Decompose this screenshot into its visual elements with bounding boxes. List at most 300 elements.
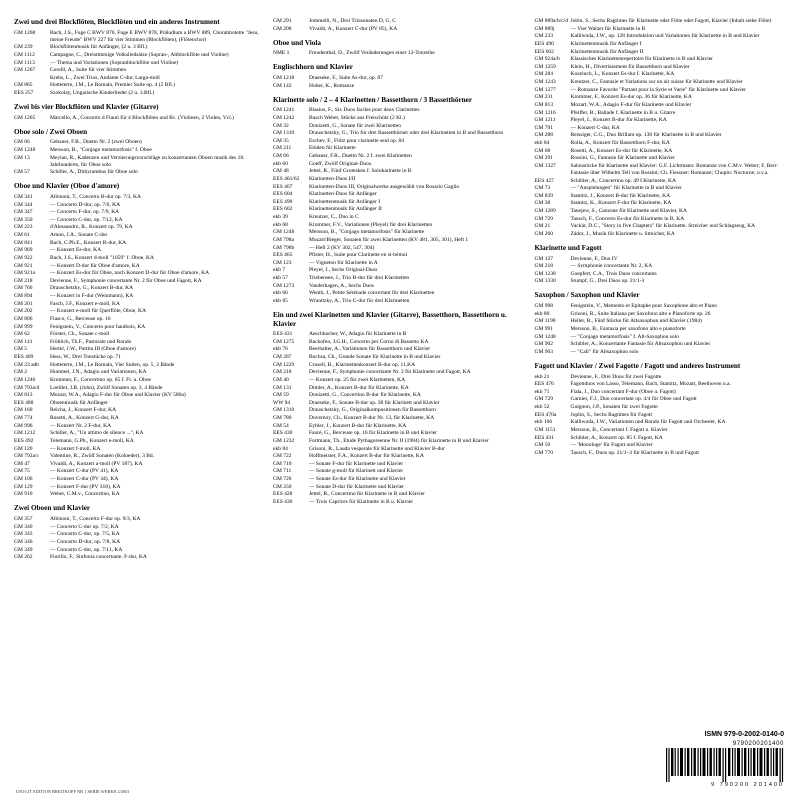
entry-text: — Sonate F-dur für Klarinette und Klavier xyxy=(309,460,404,467)
catalog-entry xyxy=(273,191,525,198)
entry-code: GM 1248 xyxy=(273,229,295,236)
catalog-entry xyxy=(14,468,263,475)
catalog-entry xyxy=(273,229,525,236)
catalog-entry xyxy=(273,499,525,506)
catalog-entry xyxy=(535,132,787,139)
entry-code: GM 1275 xyxy=(273,338,295,345)
catalog-entry xyxy=(535,33,787,40)
section-heading: Oboe und Viola xyxy=(273,38,321,47)
entry-text: — "Anspielungen" für Klarinette in B und Klavier xyxy=(570,185,682,192)
catalog-entry xyxy=(273,453,525,460)
entry-code: GM 239 xyxy=(14,44,33,51)
catalog-entry xyxy=(14,90,263,97)
entry-text: Fauré, G., Berceuse op. 16 für Klarinette in B und Klavier xyxy=(309,430,437,437)
ismn-number: ISMN 979-0-2002-0140-0 xyxy=(704,731,784,738)
entry-code: GM 1232 xyxy=(273,437,295,444)
catalog-entry xyxy=(535,404,787,411)
catalog-entry xyxy=(273,75,525,82)
catalog-entry xyxy=(14,217,263,224)
entry-code: GM 357 xyxy=(14,516,33,523)
entry-text: Szokolay, Ungarische Kinderlieder (2 u. 3.Bfl.) xyxy=(50,90,155,97)
catalog-entry xyxy=(535,318,787,325)
catalog-entry xyxy=(14,285,263,292)
entry-code: EES 427 xyxy=(534,177,554,184)
entry-code: GM 770 xyxy=(534,449,553,456)
entry-text: Rossini, G., Fantasie für Klarinette und Klavier xyxy=(570,155,675,162)
entry-code: GM 59 xyxy=(273,392,289,399)
entry-text: — Sonate D-dur für Klarinette und Klavier xyxy=(309,483,404,490)
entry-code: GM 160 xyxy=(14,407,33,414)
entry-text: Devienne, F., Duo IV xyxy=(570,255,618,262)
entry-text: Bach, J.S., Fuge C BWV 876, Fuge E BWV 878, Präludium a BWV 889, Choralmotette "Jesu, meine Freude" BWV 227 für vier Stimmen (Blockflöten), (Flötenchor) xyxy=(50,29,259,43)
entry-text: — Thema und Variationen (Sopranblockflöte und Violine) xyxy=(50,59,179,66)
entry-code: GM 791 xyxy=(534,124,553,131)
entry-code: EES 602 xyxy=(273,206,293,213)
catalog-entry xyxy=(535,87,787,94)
entry-text: Eybler, J., Konzert B-dur für Klarinette, KA xyxy=(309,422,407,429)
entry-code: GM 1241 xyxy=(273,107,295,114)
entry-text: Eschev, F., Flötz pour clarinette seul op. 84 xyxy=(309,137,404,144)
column-3 xyxy=(535,18,787,770)
entry-text: — Sonate Es-dur für Klarinette und Klavier xyxy=(309,476,406,483)
catalog-entry xyxy=(14,75,263,82)
entry-text: — "Conjago metamorfosis" f. Alt-Saxophon solo xyxy=(570,333,679,340)
entry-text: Vivaldi, A., Konzert C-dur (PV 85), KA xyxy=(309,25,398,32)
entry-text: Klein, H., Divertissement für Bassetthorn und Klavier xyxy=(570,63,690,70)
entry-text: Stamitz, K., Konzert F-dur für Klarinette, KA xyxy=(570,200,672,207)
entry-text: Rosetti, A., Konzert G-dur, KA xyxy=(50,415,119,422)
entry-code: EES 492 xyxy=(14,437,34,444)
entry-code: GM 344 xyxy=(14,201,33,208)
catalog-entry xyxy=(14,308,263,315)
catalog-entry xyxy=(535,193,787,200)
catalog-entry xyxy=(273,438,525,445)
entry-code: EES 467 xyxy=(273,183,293,190)
entry-text: Goeff, Zwölf Original-Duos. xyxy=(309,160,373,167)
entry-text: Pleyel, I., Sechs Original-Duos xyxy=(309,267,378,274)
section-heading: Englischhorn und Klavier xyxy=(273,63,353,72)
catalog-entry xyxy=(273,206,525,213)
entry-text: Guignon, J.P., Sonaten für zwei Fagotte xyxy=(570,404,658,411)
entry-code: ekb 57 xyxy=(273,275,288,282)
catalog-entry xyxy=(273,26,525,33)
entry-text: — 'Monologe' für Fagott und Klavier xyxy=(570,442,653,449)
entry-code: GM 1310 xyxy=(273,407,295,414)
entry-code: EES 257 xyxy=(14,90,34,97)
catalog-entry xyxy=(14,516,263,523)
entry-code: GM 123 xyxy=(273,259,292,266)
entry-code: GM 924a/b xyxy=(534,56,560,63)
catalog-entry xyxy=(535,117,787,124)
catalog-entry xyxy=(273,168,525,175)
entry-text: Kalliwoda, J.W., Variationen und Rondo für Fagott und Orchester, KA xyxy=(570,419,726,426)
entry-text: Garnier, F.J., Duo concertant op. 4/4 für Oboe und Fagott xyxy=(570,396,697,403)
entry-code: GM 73 xyxy=(534,185,551,192)
section-heading: Fagott und Klavier / Zwei Fagotte / Fagott und anderes Instrument xyxy=(534,361,741,370)
catalog-entry xyxy=(535,125,787,132)
entry-code: GM 218 xyxy=(14,277,33,284)
barcode xyxy=(666,741,784,788)
entry-code: GM 839 xyxy=(534,192,553,199)
entry-text: Klassisches Klarinettenrepertoire für Klarinette in B und Klavier xyxy=(570,56,713,63)
catalog-entry xyxy=(273,331,525,338)
entry-code: GM 792a/c xyxy=(14,453,39,460)
entry-code: EES 490 xyxy=(273,198,293,205)
entry-code: GM 1327 xyxy=(534,162,556,169)
entry-code: GM 35 xyxy=(273,137,289,144)
entry-text: Mersson, B., Fantasia per saxofono alto e pianoforte xyxy=(570,326,686,332)
entry-code: EES 465 xyxy=(273,252,293,259)
entry-text: — Konzert in F-dur (Weinmann), KA xyxy=(50,293,134,300)
catalog-entry xyxy=(273,415,525,422)
entry-text: — Concerto C-dur, op. 7/5, KA xyxy=(50,531,120,538)
entry-code: GM 223 xyxy=(14,224,33,231)
entry-text: Grisoni, R., Lauda vesperale für Klarinette und Klavier B-dur xyxy=(309,445,445,452)
entry-text: Klarinettenmusik für Anfänger II xyxy=(570,48,644,55)
entry-code: GM 1190 xyxy=(534,318,556,325)
entry-code: GM 1330 xyxy=(534,278,556,285)
catalog-entry xyxy=(535,64,787,71)
section-heading: Oboe solo / Zwei Oboen xyxy=(14,127,88,136)
entry-text: Förster, Ch., Sonate c-moll xyxy=(50,331,110,338)
entry-text: Fagottduos von Lasso, Telemann, Bach, Stamitz, Mozart, Beethoven u.a. xyxy=(570,381,731,388)
entry-code: GM 1216 xyxy=(534,109,556,116)
entry-text: Draeseke, F., Suite As-dur, op. 87 xyxy=(309,74,383,81)
catalog-entry xyxy=(273,161,525,168)
entry-text: Bochsa, Ch., Grande Sonate für Klarinette in B und Klavier xyxy=(309,354,441,361)
entry-text: Albinoni, T., Concerto B-dur op. 7/3, KA xyxy=(50,193,141,200)
catalog-entry xyxy=(14,453,263,460)
catalog-entry xyxy=(535,412,787,419)
catalog-entry xyxy=(14,194,263,201)
entry-text: — Konzert Es-dur für Oboe, nach Konzert D-dur für Oboe d'amore, KA xyxy=(50,270,210,277)
entry-text: Kalliwoda, J.W., op. 128 Introduktion und Variationen für Klarinette in B und Klavier xyxy=(570,33,760,40)
entry-text: — Concerto F-dur, op. 7/9, KA xyxy=(50,209,120,216)
entry-text: Etüden für Klarinette xyxy=(309,145,356,152)
entry-code: GM 1243 xyxy=(534,79,556,85)
catalog-entry xyxy=(273,423,525,430)
entry-text: Blasius, F., Six Duos faciles pour deux Clarinettes xyxy=(309,107,420,114)
entry-code: GM 922 xyxy=(14,254,33,261)
entry-code: GM 233 xyxy=(534,33,553,40)
entry-text: Fröhlich, Th.F., Pastorale und Rondo xyxy=(50,338,132,345)
entry-text: Vivaldi, A., Konzert a-moll (PV 187), KA xyxy=(50,460,143,467)
catalog-entry xyxy=(14,524,263,531)
catalog-entry xyxy=(273,430,525,437)
catalog-entry xyxy=(273,18,525,25)
entry-code: GM 208 xyxy=(273,25,292,32)
entry-code: GM 287 xyxy=(273,354,292,361)
catalog-entry xyxy=(535,216,787,223)
entry-text: Rosetti, A., Konzert Es-dur für Klarinette, KA xyxy=(570,147,673,154)
entry-text: Schiller, A., Dithyrambus für Oboe solo xyxy=(50,169,138,176)
entry-text: Schiller, A., "Un attimo de silence ...", KA xyxy=(50,430,144,437)
entry-text: Huber, K., Romanze xyxy=(309,82,355,89)
entry-text: Zádor, J., Musik für Klarinette u. Streicher, KA xyxy=(570,230,675,237)
entry-code: ekb 106 xyxy=(534,419,553,426)
entry-code: GM 1289 xyxy=(534,208,556,215)
entry-code: EES 469 xyxy=(14,354,34,361)
catalog-entry xyxy=(14,324,263,331)
catalog-entry xyxy=(273,275,525,282)
entry-text: — Konzert C-dur (PV 44), KA xyxy=(50,476,119,483)
entry-code: GM 343 xyxy=(14,531,33,538)
catalog-entry xyxy=(14,346,263,353)
entry-text: Hummel, J.N., Adagio und Variationen, KA xyxy=(50,369,147,376)
barcode-number: 9790200201400 xyxy=(732,741,784,747)
catalog-entry xyxy=(14,30,263,44)
entry-text: Schibler, A., Konzertante Fantasie für Altsaxophon und Klavier xyxy=(570,341,711,348)
catalog-entry xyxy=(535,349,787,356)
catalog-entry xyxy=(273,214,525,221)
barcode-bars xyxy=(666,748,784,782)
entry-text: Beerhalter, A., Variationen für Bassetthorn und Klavier xyxy=(309,346,431,353)
catalog-entry xyxy=(273,346,525,353)
entry-code: GM 726 xyxy=(273,476,292,483)
entry-text: Campagne, C., Dreistimmige Volksliedsätze (Sopran-, Altblockflöte und Violine) xyxy=(50,51,229,58)
entry-text: Stumpf, G., Drei Duos op. 21/1-3 xyxy=(570,278,645,285)
entry-text: Grisoni, R., Suite Italiana per Saxofono alto e Pianoforte op. 26 xyxy=(570,310,711,317)
catalog-entry xyxy=(273,468,525,475)
catalog-entry xyxy=(14,209,263,216)
entry-text: Hertel, J.W., Partita III (Oboe d'amore) xyxy=(50,346,136,353)
catalog-entry xyxy=(535,396,787,403)
catalog-entry xyxy=(273,252,525,259)
entry-code: GM 729 xyxy=(534,396,553,403)
entry-text: — Vigneton für Klarinette in A xyxy=(309,259,378,266)
entry-text: Jobin, S., Sechs Ragtimes für Klarinette oder Flöte oder Fagott, Klavier (Inhalt siehe Flöte) xyxy=(570,18,772,24)
entry-code: GM 865 xyxy=(14,82,33,89)
entry-code: ekb 7 xyxy=(273,267,286,274)
catalog-entry xyxy=(14,491,263,498)
entry-code: GM 291 xyxy=(534,155,553,162)
entry-text: Devienne, F., Symphonie concertante Nr. 2 für Oboe und Fagott, KA xyxy=(50,277,202,284)
entry-code: EES 488 xyxy=(14,399,34,406)
entry-code: GM 120 xyxy=(14,445,33,452)
catalog-entry xyxy=(14,392,263,399)
entry-code: GM 969 xyxy=(14,247,33,254)
section-heading: Klarinette und Fagott xyxy=(534,243,602,252)
catalog-entry xyxy=(535,163,787,177)
entry-text: Mozart/Bieger, Sonaten für zwei Klarinetten (KV 481, 305, 301), Heft 1 xyxy=(309,236,469,243)
catalog-entry xyxy=(535,419,787,426)
entry-code: GM 1112 xyxy=(14,51,35,58)
entry-code: GM 1248 xyxy=(14,147,36,154)
catalog-entry xyxy=(535,41,787,48)
catalog-entry xyxy=(273,260,525,267)
catalog-entry xyxy=(273,298,525,305)
entry-text: Freudenthal, D., Zwölf Veränderungen einer 12-Tonreihe xyxy=(309,50,435,57)
entry-code: GM 921a xyxy=(14,270,35,277)
entry-code: GM 142 xyxy=(273,82,292,89)
catalog-entry xyxy=(273,377,525,384)
entry-code: EES 430 xyxy=(273,430,293,437)
catalog-entry xyxy=(14,278,263,285)
entry-code: GM 766 xyxy=(14,285,33,292)
entry-code: GM 1113 xyxy=(14,59,35,66)
entry-code: GM 61 xyxy=(14,232,30,239)
entry-code: ekb 80 xyxy=(534,310,550,317)
entry-text: — Konzert op. 25 für zwei Klarinetten, KA xyxy=(309,376,406,383)
entry-text: Mersson, B., "Conjago metamorfosis" f. Oboe xyxy=(50,147,152,154)
catalog-entry xyxy=(14,423,263,430)
catalog-entry xyxy=(14,147,263,154)
entry-code: GM 340 xyxy=(14,523,33,530)
entry-code: GM 129 xyxy=(14,483,33,490)
barcode-digits: 9 790200 201400 xyxy=(711,782,784,788)
entry-text: Krommer, F., Concertino op. 65 f. Fl. u. Oboe xyxy=(50,376,151,383)
entry-text: Tanejew, S., Canzone für Klarinette und Klavier, KA xyxy=(570,208,687,215)
column-container xyxy=(14,18,786,770)
entry-text: Mozart, W.A., Adagio F-dur für Klarinette und Klavier xyxy=(570,101,692,108)
entry-text: Wenth, J., Petite Sérénade concertant für drei Klarinetten xyxy=(309,290,435,297)
entry-text: Drauschetzky, G., Originalkompositionen für Bassetthorn xyxy=(309,407,436,414)
catalog-entry xyxy=(273,392,525,399)
entry-text: Tausch, F., Concerto Es-dur für Klarinette in B, KA xyxy=(570,215,685,222)
entry-code: GM 996 xyxy=(14,422,33,429)
section-heading: Klarinette solo / 2 – 4 Klarinetten / Bassetthorn / 3 Bassetthörner xyxy=(273,95,473,104)
entry-text: Bach, C.Ph.E., Konzert B-dur, KA xyxy=(50,239,127,246)
catalog-entry xyxy=(535,450,787,457)
entry-text: — Konzert F-dur (PV 318), KA xyxy=(50,483,121,490)
entry-code: GM 66 xyxy=(273,153,289,160)
section-heading: Oboe und Klavier (Oboe d'amore) xyxy=(14,182,120,191)
entry-code: GM 894 xyxy=(14,293,33,300)
catalog-entry xyxy=(535,155,787,162)
catalog-entry xyxy=(273,461,525,468)
catalog-entry xyxy=(535,71,787,78)
catalog-entry xyxy=(14,224,263,231)
entry-text: Klarinetten-Duos III, Originalwerke ausgewählt von Rosario Gaglio xyxy=(309,183,460,190)
entry-code: GM 1211 xyxy=(534,117,556,124)
catalog-entry xyxy=(273,50,525,57)
entry-code: GM 1212 xyxy=(14,430,36,437)
section-heading: Zwei und drei Blockflöten, Blockflöten und ein anderes Instrument xyxy=(14,18,220,26)
entry-text: — Vier Walzer für Klarinette in B xyxy=(570,25,646,32)
entry-code: GM 54 xyxy=(273,422,289,429)
catalog-entry xyxy=(535,223,787,230)
catalog-entry xyxy=(535,110,787,117)
column-1 xyxy=(14,18,263,770)
catalog-entry xyxy=(14,155,263,169)
catalog-entry xyxy=(535,334,787,341)
entry-text: Jettel, R., Fünf Grotesken f. Solokarinette in B xyxy=(309,168,412,175)
entry-code: GM 1218 xyxy=(273,74,295,81)
entry-text: Fenigstein, V., Memento et Epitaphe pour Saxophone alto et Piano xyxy=(570,303,717,310)
catalog-entry xyxy=(273,407,525,414)
entry-text: Mersson, B., "Conjago metamorfosis" für Klarinette xyxy=(309,229,425,236)
catalog-entry xyxy=(14,52,263,59)
catalog-entry xyxy=(535,26,787,33)
entry-code: NME 1 xyxy=(273,50,290,57)
catalog-entry xyxy=(14,547,263,554)
entry-code: EES 430 xyxy=(273,498,293,505)
entry-code: GM 1229 xyxy=(273,361,295,368)
entry-text: Backofen, J.G.H., Concerto per Corno di Bassetto KA xyxy=(309,338,429,345)
catalog-entry xyxy=(14,169,263,176)
entry-code: WW 94 xyxy=(273,399,291,406)
entry-code: ekb 76 xyxy=(273,346,288,353)
entry-text: Corelli, A., Suite für vier Stimmen xyxy=(50,67,127,74)
entry-text: Weber, C.M.v., Concertino, KA xyxy=(50,491,120,498)
entry-text: Duvernoy, Ch., Konzert B-dur Nr. 13, für Klarinette, KA xyxy=(309,415,435,422)
entry-text: Heller, R., Fünf Stücke für Altsaxophon und Klavier (1984) xyxy=(570,318,702,325)
entry-text: Albinoni, T., Concerto F-dur op. 9/3, KA xyxy=(50,516,141,523)
catalog-entry xyxy=(535,140,787,147)
catalog-entry xyxy=(273,115,525,122)
entry-code: GM 711 xyxy=(273,468,292,475)
catalog-entry xyxy=(14,82,263,89)
entry-text: Klarinettenmusik für Anfänger I xyxy=(570,40,642,47)
entry-code: ekb 84 xyxy=(273,445,288,452)
catalog-entry xyxy=(273,199,525,206)
entry-code: ekb 66 xyxy=(273,290,288,297)
entry-text: — Concerto C-dur, op. 7/11, KA xyxy=(50,546,123,553)
catalog-entry xyxy=(273,130,525,137)
entry-text: Busch Weber, Stücke aus Freischütz (2 Kl.) xyxy=(309,114,405,121)
entry-text: Telemann, G.Ph., Konzert e-moll, KA xyxy=(50,437,134,444)
catalog-entry xyxy=(535,278,787,285)
catalog-entry xyxy=(535,435,787,442)
entry-text: Pfister, H., Suite pour Clarinette en si-bémol xyxy=(309,252,407,259)
entry-code: GM 32 xyxy=(273,122,289,129)
section-heading: Saxophon / Saxophon und Klavier xyxy=(534,291,640,300)
catalog-entry xyxy=(14,301,263,308)
entry-text: Pfeiffer, B., Ballade f. Klarinette in B u. Gitarre xyxy=(570,109,676,116)
catalog-entry xyxy=(535,94,787,101)
catalog-entry xyxy=(14,438,263,445)
catalog-entry xyxy=(535,326,787,333)
section-heading: Zwei bis vier Blockflöten und Klavier (Gitarre) xyxy=(14,103,159,112)
catalog-entry xyxy=(535,263,787,270)
catalog-entry xyxy=(273,484,525,491)
catalog-entry xyxy=(14,446,263,453)
catalog-entry xyxy=(273,107,525,114)
entry-code: GM 798b xyxy=(273,244,295,251)
entry-text: Devienne, F., Symphonie concertante Nr. 2 für Klarinette und Fagott, KA xyxy=(309,369,471,376)
entry-text: Reissiger, C.G., Duo Brillant op. 130 für Klarinette in B und Klavier xyxy=(570,132,722,139)
entry-code: GM 291 xyxy=(273,18,292,24)
catalog-entry xyxy=(14,115,263,122)
entry-code: EES 476 xyxy=(534,381,554,388)
catalog-entry xyxy=(273,83,525,90)
entry-text: Blockflötenmusik für Anfänger, (2 u. 3 Bfl.) xyxy=(50,44,148,51)
entry-text: Oboenmusik für Anfänger xyxy=(50,399,108,406)
entry-text: Klarinetten-Duos I/II xyxy=(309,175,356,182)
catalog-entry xyxy=(535,381,787,388)
entry-text: Kozeluch, L., Konzert Es-dur f. Klarinette, KA xyxy=(570,71,675,78)
entry-code: GM 1246 xyxy=(14,376,36,383)
entry-code: GM 1277 xyxy=(534,86,556,93)
entry-text: — Konzert C-dur, KA xyxy=(570,124,620,131)
entry-code: GM 793a/d xyxy=(14,384,40,391)
entry-text: Goepfert, C.A., Trois Duos concertants xyxy=(570,270,657,277)
catalog-entry xyxy=(273,222,525,229)
catalog-entry xyxy=(14,293,263,300)
entry-text: Valentine, R., Zwölf Sonaten (Kolneder), 3 Bd. xyxy=(50,453,155,460)
entry-text: Devienne, F., Drei Duos für zwei Fagotte xyxy=(570,373,662,380)
entry-text: Drauschetzky, G., Trio für drei Bassetthörner oder drei Klarinetten in B und Bassetthorn xyxy=(309,130,504,137)
entry-text: — Romanze Favorite "Partant pour la Syrie et Varie" für Klarinette und Klavier xyxy=(570,86,746,93)
catalog-entry xyxy=(535,303,787,310)
catalog-entry xyxy=(14,400,263,407)
entry-text: Fasch, J.F., Konzert e-moll, KA xyxy=(50,300,120,307)
entry-code: GM 75 xyxy=(14,468,30,475)
entry-code: GM 1265 xyxy=(14,114,36,121)
entry-text: Joplin, S., Sechs Ragtimes für Fagott xyxy=(570,411,653,418)
catalog-entry xyxy=(273,400,525,407)
entry-code: GM 1248 xyxy=(534,333,556,340)
